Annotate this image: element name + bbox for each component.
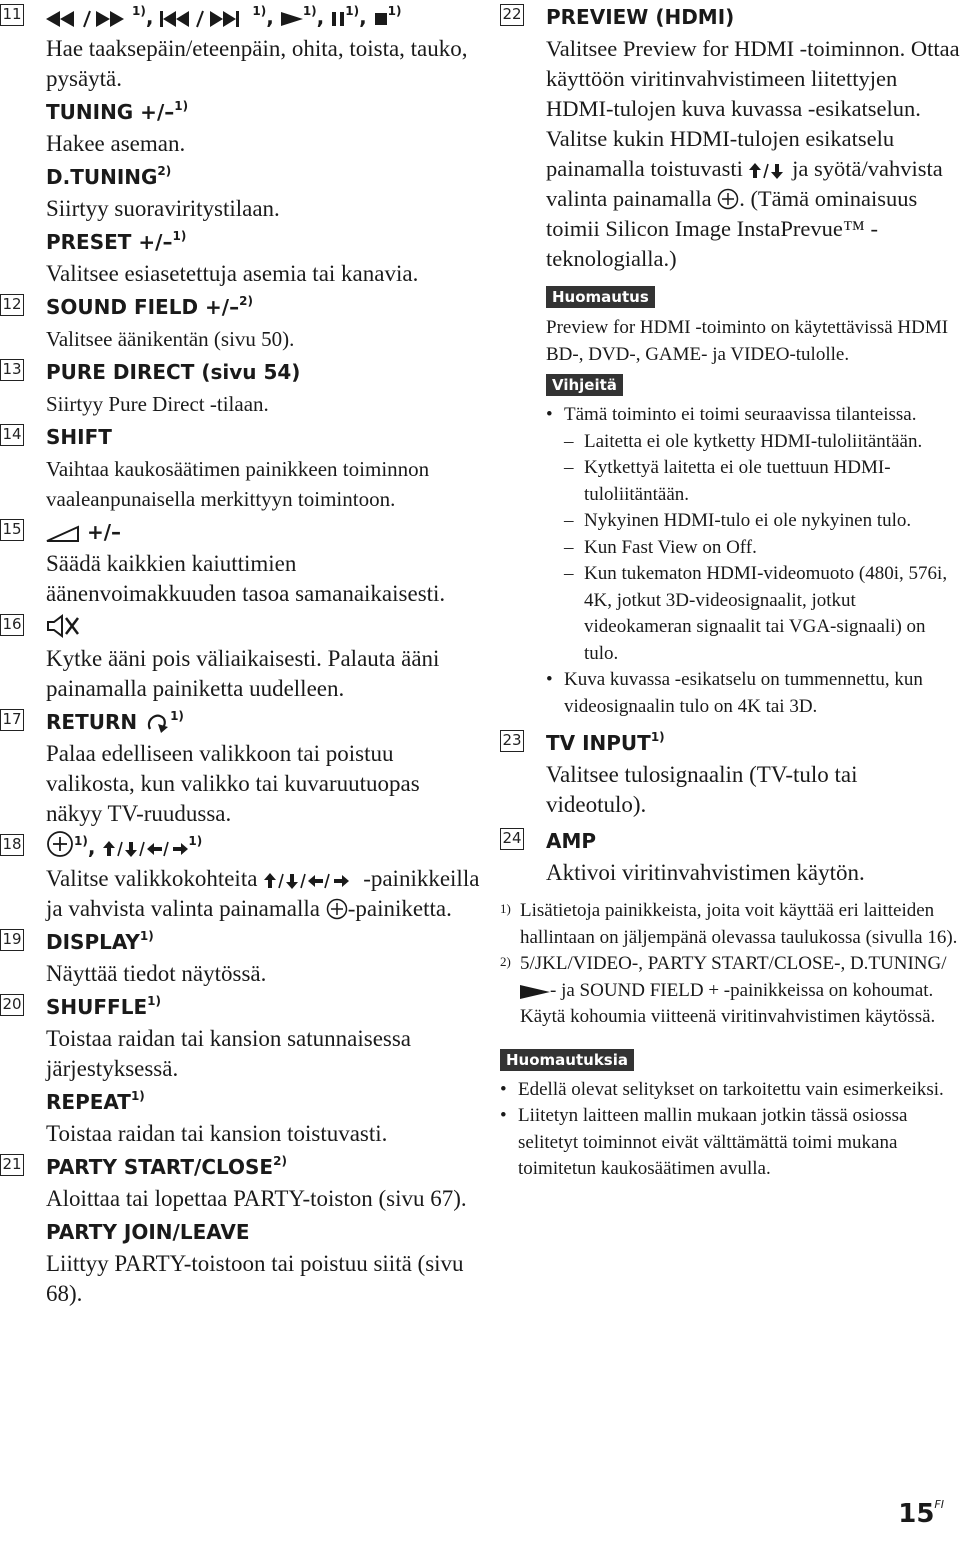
entry-11-description: Hae taaksepäin/eteenpäin, ohita, toista, tauko, pysäytä. [46,36,468,91]
play-icon [520,984,550,1000]
item-number: 12 [0,294,24,316]
entry-20 [0,990,480,1084]
stop-icon [374,10,388,28]
item-number: 23 [500,730,524,752]
entry-17 [0,705,480,829]
entry-23 [500,726,960,820]
list-item: • Tämä toiminto ei toimi seuraavissa tilanteissa. – Laitetta ei ole kytketty HDMI-tuloliitäntään. – Kytkettyä laitetta ei ole tuettuun HDMI-tuloliitäntään. – Nykyinen HDMI-tulo ei ole nykyinen tulo. – Kun Fast View on Off. – Kun tukematon HDMI-videomuoto (480i, 576i, 4K, jotkut 3D-videosignaalit, jotkut videokameran signaalit tai VGA-signaali) on tulo. [546,402,960,667]
dtuning-heading: D.TUNING$^{2)}$ [46,164,172,189]
footnote-2: 2) 5/JKL/VIDEO-, PARTY START/CLOSE-, D.TUNING/- ja SOUND FIELD + -painikkeissa on kohoumat. Käytä kohoumia viitteenä viritinvahvistimen käytössä. [500,953,947,1027]
list-item: • Edellä olevat selitykset on tarkoitettu vain esimerkeiksi. [500,1077,960,1104]
list-item: – Laitetta ei ole kytketty HDMI-tuloliitäntään. [564,429,960,456]
list-item: – Nykyinen HDMI-tulo ei ole nykyinen tulo. [564,508,960,535]
party-join-heading: PARTY JOIN/LEAVE [46,1220,250,1244]
return-icon [144,711,170,733]
sound-field-description: Valitsee äänikentän (sivu 50). [46,327,295,351]
entry-party-join [0,1215,480,1309]
item-number: 24 [500,828,524,850]
shift-heading: SHIFT [46,425,112,449]
volume-heading: +/– [46,515,480,549]
tv-input-heading: TV INPUT$^{1)}$ [546,730,665,755]
preset-description: Valitsee esiasetettuja asemia tai kanavia. [46,261,419,286]
entry-preset [0,225,480,289]
enter-icon [717,188,739,210]
skip-prev-next-icon [160,10,252,28]
entry-22 [500,0,960,274]
entry-24 [500,824,960,888]
repeat-description: Toistaa raidan tai kansion toistuvasti. [46,1121,388,1146]
return-description: Palaa edelliseen valikkoon tai poistuu valikosta, kun valikko tai kuvaruutuopas näkyy TV-ruudussa. [46,741,420,826]
arrow-up-down-left-right-icon [102,840,188,858]
preset-heading: PRESET +/–$^{1)}$ [46,229,187,254]
left-column [0,0,480,1310]
volume-description: Säädä kaikkien kaiuttimien äänenvoimakkuuden tasoa samanaikaisesti. [46,551,446,606]
item-number: 14 [0,424,24,446]
enter-icon [46,830,74,858]
tv-input-description: Valitsee tulosignaalin (TV-tulo tai videotulo). [546,762,858,817]
pure-direct-description: Siirtyy Pure Direct -tilaan. [46,392,269,416]
note-block [546,286,960,368]
tips-list [546,402,960,720]
muting-icon [46,614,80,638]
shift-description: Vaihtaa kaukosäätimen painikkeen toiminnon vaaleanpunaisella merkittyyn toimintoon. [46,457,430,511]
muting-description: Kytke ääni pois väliaikaisesti. Palauta ääni painamalla painiketta uudelleen. [46,646,440,701]
play-icon [281,10,303,28]
entry-19 [0,925,480,989]
item-number: 22 [500,4,524,26]
entry-dtuning [0,160,480,224]
list-item: – Kun Fast View on Off. [564,535,960,562]
pause-icon [331,10,345,28]
entry-14 [0,420,480,514]
item-number: 21 [0,1154,24,1176]
item-number: 17 [0,709,24,731]
tips-badge: Vihjeitä [546,374,623,396]
list-item: – Kytkettyä laitetta ei ole tuettuun HDMI-tuloliitäntään. [564,455,960,508]
arrow-up-down-icon [748,162,786,180]
entry-16 [0,610,480,704]
item-number: 13 [0,359,24,381]
item-number: 11 [0,4,24,26]
entry-13 [0,355,480,419]
entry-21 [0,1150,480,1214]
return-heading: RETURN $^{1)}$ [46,709,184,734]
entry-tuning [0,95,480,159]
party-start-description: Aloittaa tai lopettaa PARTY-toiston (sivu 67). [46,1186,467,1211]
notes-block [500,1049,960,1183]
amp-description: Aktivoi viritinvahvistimen käytön. [546,860,865,885]
footnote-1: 1) Lisätietoja painikkeista, joita voit käyttää eri laitteiden hallintaan on jäljempänä olevassa taulukossa (sivulla 16). [500,900,958,948]
note-badge: Huomautus [546,286,655,308]
list-item: • Liitetyn laitteen mallin mukaan jotkin tässä osiossa selitetyt toiminnot eivät välttämättä toimi mukana toimitetun kaukosäätimen avulla. [500,1103,960,1183]
sound-field-heading: SOUND FIELD +/–$^{2)}$ [46,294,253,319]
arrow-up-down-left-right-icon [263,872,363,890]
entry-18 [0,830,480,924]
preview-hdmi-heading: PREVIEW (HDMI) [546,5,735,29]
party-join-description: Liittyy PARTY-toistoon tai poistuu siitä (sivu 68). [46,1251,464,1306]
rewind-forward-icon [46,10,132,28]
enter-arrows-heading: $^{1)}$, $^{1)}$ [46,830,480,864]
list-item: – Kun tukematon HDMI-videomuoto (480i, 576i, 4K, jotkut 3D-videosignaalit, jotkut videokameran signaalit tai VGA-signaali) on tulo. [564,561,960,667]
item-number: 19 [0,929,24,951]
note-text: Preview for HDMI -toiminto on käytettävissä HDMI BD-, DVD-, GAME- ja VIDEO-tulolle. [546,317,949,365]
right-column [500,0,960,1183]
enter-icon [326,898,348,920]
playback-buttons-heading: $^{1)}$, $^{1)}$, $^{1)}$, $^{1)}$, $^{1)}$ [46,0,480,34]
preview-hdmi-description: Valitsee Preview for HDMI -toiminnon. Ottaa käyttöön viritinvahvistimeen liitettyjen HDMI-tulojen kuva kuvassa -esikatselun. Valitse kukin HDMI-tulojen esikatselu painamalla toistuvasti ja syötä/vahvista valinta painamalla . (Tämä ominaisuus toimii Silicon Image InstaPrevue™ -teknologialla.) [546,36,960,271]
page-number: $15^{FI}$ [898,1498,944,1529]
item-number: 16 [0,614,24,636]
shuffle-description: Toistaa raidan tai kansion satunnaisessa järjestyksessä. [46,1026,412,1081]
tips-block [546,374,960,720]
party-start-heading: PARTY START/CLOSE$^{2)}$ [46,1154,287,1179]
display-description: Näyttää tiedot näytössä. [46,961,267,986]
tips-sublist [564,429,960,668]
display-heading: DISPLAY$^{1)}$ [46,929,154,954]
entry-15 [0,515,480,609]
entry-repeat [0,1085,480,1149]
enter-arrows-description: Valitse valikkokohteita -painikkeilla ja vahvista valinta painamalla -painiketta. [46,866,480,921]
repeat-heading: REPEAT$^{1)}$ [46,1089,145,1114]
item-number: 20 [0,994,24,1016]
item-number: 15 [0,519,24,541]
shuffle-heading: SHUFFLE$^{1)}$ [46,994,161,1019]
footnotes [500,898,960,1031]
volume-wedge-icon [46,525,80,543]
tuning-description: Hakee aseman. [46,131,186,156]
list-item: • Kuva kuvassa -esikatselu on tummennettu, kun videosignaalin tulo on 4K tai 3D. [546,667,960,720]
dtuning-description: Siirtyy suoraviritystilaan. [46,196,280,221]
pure-direct-heading: PURE DIRECT (sivu 54) [46,360,301,384]
amp-heading: AMP [546,829,597,853]
muting-heading [46,610,480,644]
entry-12 [0,290,480,354]
item-number: 18 [0,834,24,856]
notes-list [500,1077,960,1183]
tuning-heading: TUNING +/–$^{1)}$ [46,99,189,124]
notes-badge: Huomautuksia [500,1049,634,1071]
entry-11 [0,0,480,94]
